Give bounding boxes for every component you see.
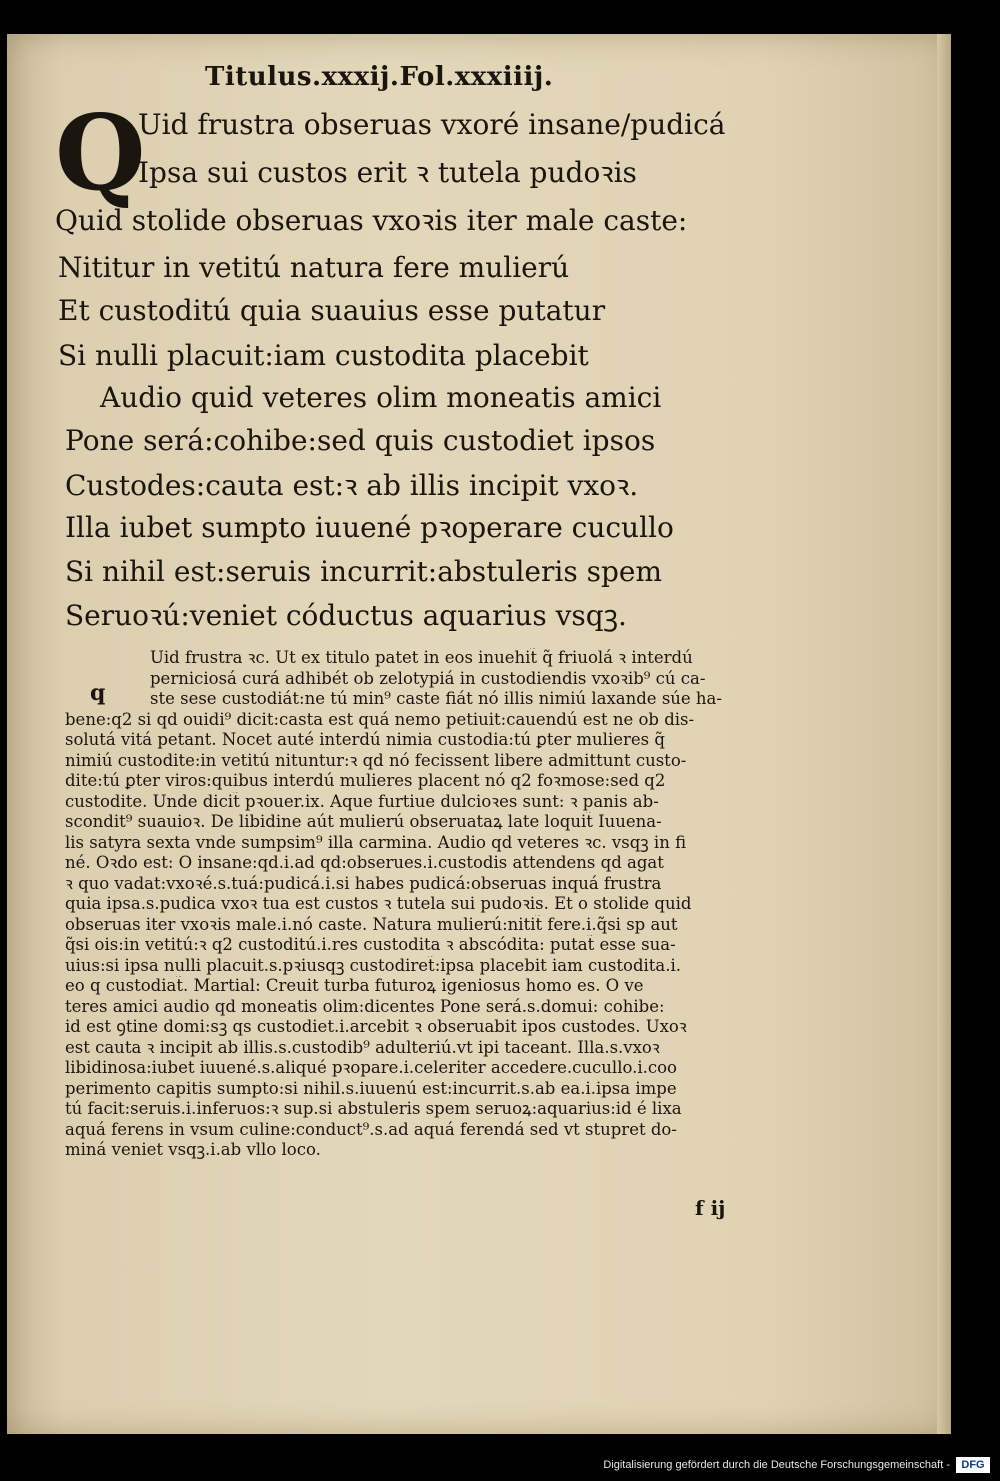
verse-line: Quid stolide obseruas vxoꝛis iter male caste: [55,204,688,237]
commentary-line: lis satyra sexta vnde sumpsim⁹ illa carmina. Audio qd veteres ꝛc. vsqꝫ in fi [65,832,687,852]
verse-line: Et custoditú quia suauius esse putatur [58,294,606,327]
funding-credit: Digitalisierung gefördert durch die Deutsche Forschungsgemeinschaft - [603,1459,950,1471]
commentary-line: dite:tú ꝑter viros:quibus interdú mulieres placent nó q2 foꝛmose:sed q2 [65,771,666,790]
commentary-line: teres amici audio qd moneatis olim:dicentes Pone será.s.domui: cohibe: [65,996,665,1016]
decorated-initial: Q [55,91,146,214]
commentary-line: quia ipsa.s.pudica vxoꝛ tua est custos ꝛ tutela sui pudoꝛis. Et o stolide quid [65,894,692,913]
commentary-line: bene:q2 si qd ouidi⁹ dicit:casta est quá nemo petiuit:cauendú est ne ob dis- [65,709,695,729]
commentary-line: id est ꝯtine domi:sꝫ qs custodiet.i.arcebit ꝛ obseruabit ipos custodes. Uxoꝛ [65,1017,687,1036]
verse-line: Audio quid veteres olim moneatis amici [100,381,662,414]
commentary-line: ꝛ quo vadat:vxoꝛé.s.tuá:pudicá.i.si habes pudicá:obseruas inquá frustra [65,873,662,893]
commentary-initial: q [90,680,106,706]
verse-line: Custodes:cauta est:ꝛ ab illis incipit vxoꝛ. [65,469,639,502]
verse-line: Si nulli placuit:iam custodita placebit [58,339,589,372]
verse-line: Illa iubet sumpto iuuené pꝛoperare cucullo [65,511,674,544]
commentary-line: perimento capitis sumpto:si nihil.s.iuuenú est:incurrit.s.ab ea.i.ipsa impe [65,1078,677,1098]
commentary-line: perniciosá curá adhibét ob zelotypiá in custodiendis vxoꝛib⁹ cú ca- [150,668,706,688]
commentary-line: ste sese custodiát:ne tú min⁹ caste fiát nó illis nimiú laxande súe ha- [150,689,722,708]
commentary-line: tú facit:seruis.i.inferuos:ꝛ sup.si abstuleris spem seruoꝝ:aquarius:id é lixa [65,1099,682,1118]
verse-line: Pone será:cohibe:sed quis custodiet ipsos [65,424,656,457]
commentary-line: obseruas iter vxoꝛis male.i.nó caste. Natura mulierú:nitit̃ fere.i.q̃si sp aut [65,914,678,934]
commentary-line: q̃si ois:in vetitú:ꝛ q2 custoditú.i.res custodita ꝛ abscódita: putat̃ esse sua- [65,935,676,954]
footer-bar [0,1454,1000,1481]
verse-line: Uid frustra obseruas vxoré insane/pudicá [138,108,726,141]
commentary-line: miná veniet vsqꝫ.i.ab vllo loco. [65,1140,321,1159]
signature-mark: f ij [695,1196,726,1220]
verse-line: Seruoꝛú:veniet cóductus aquarius vsqꝫ. [65,599,627,632]
running-header: Titulus.xxxij.Fol.xxxiiij. [205,62,554,92]
commentary-line: est cauta ꝛ incipit ab illis.s.custodib⁹ adulteriú.vt ipi taceant. Illa.s.vxoꝛ [65,1037,660,1057]
commentary-line: Uid frustra ꝛc. Ut ex titulo patet in eos inuehit̃ q̃ friuolá ꝛ interdú [150,648,693,667]
commentary-line: libidinosa:iubet iuuené.s.aliqué pꝛopare.i.celeriter accedere.cucullo.i.coo [65,1058,677,1077]
commentary-line: solutá vitá petant. Nocet auté interdú nimia custodia:tú ꝑter mulieres q̃ [65,730,665,749]
verse-line: Ipsa sui custos erit ꝛ tutela pudoꝛis [138,156,637,189]
commentary-line: nimiú custodite:in vetitú nituntur:ꝛ qd nó fecissent libere admittunt custo- [65,750,687,770]
commentary-line: custodite. Unde dicit̃ pꝛouer.ix. Aque furtiue dulcioꝛes sunt: ꝛ panis ab- [65,791,659,811]
verse-line: Nititur in vetitú natura fere mulierú [58,251,570,284]
commentary-line: aquá ferens in vsum culine:conduct⁹.s.ad aquá ferendá sed vt stupret do- [65,1119,677,1139]
commentary-line: né. Oꝛdo est: O insane:qd.i.ad qd:obserues.i.custodis attendens qd agat [65,853,664,872]
dfg-logo: DFG [956,1457,990,1473]
commentary-line: eo q custodiat̃. Martial: Creuit turba futuroꝝ igeniosus homo es. O ve [65,976,644,995]
verse-line: Si nihil est:seruis incurrit:abstuleris spem [65,555,663,588]
commentary-line: uius:si ipsa nulli placuit.s.pꝛiusqꝫ custodiret̃:ipsa placebit iam custodita.i. [65,955,682,975]
commentary-line: scondit⁹ suauioꝛ. De libidine aút mulierú obseruataꝝ late loquit̃ Iuuena- [65,812,662,831]
commentary-block [65,648,740,1161]
